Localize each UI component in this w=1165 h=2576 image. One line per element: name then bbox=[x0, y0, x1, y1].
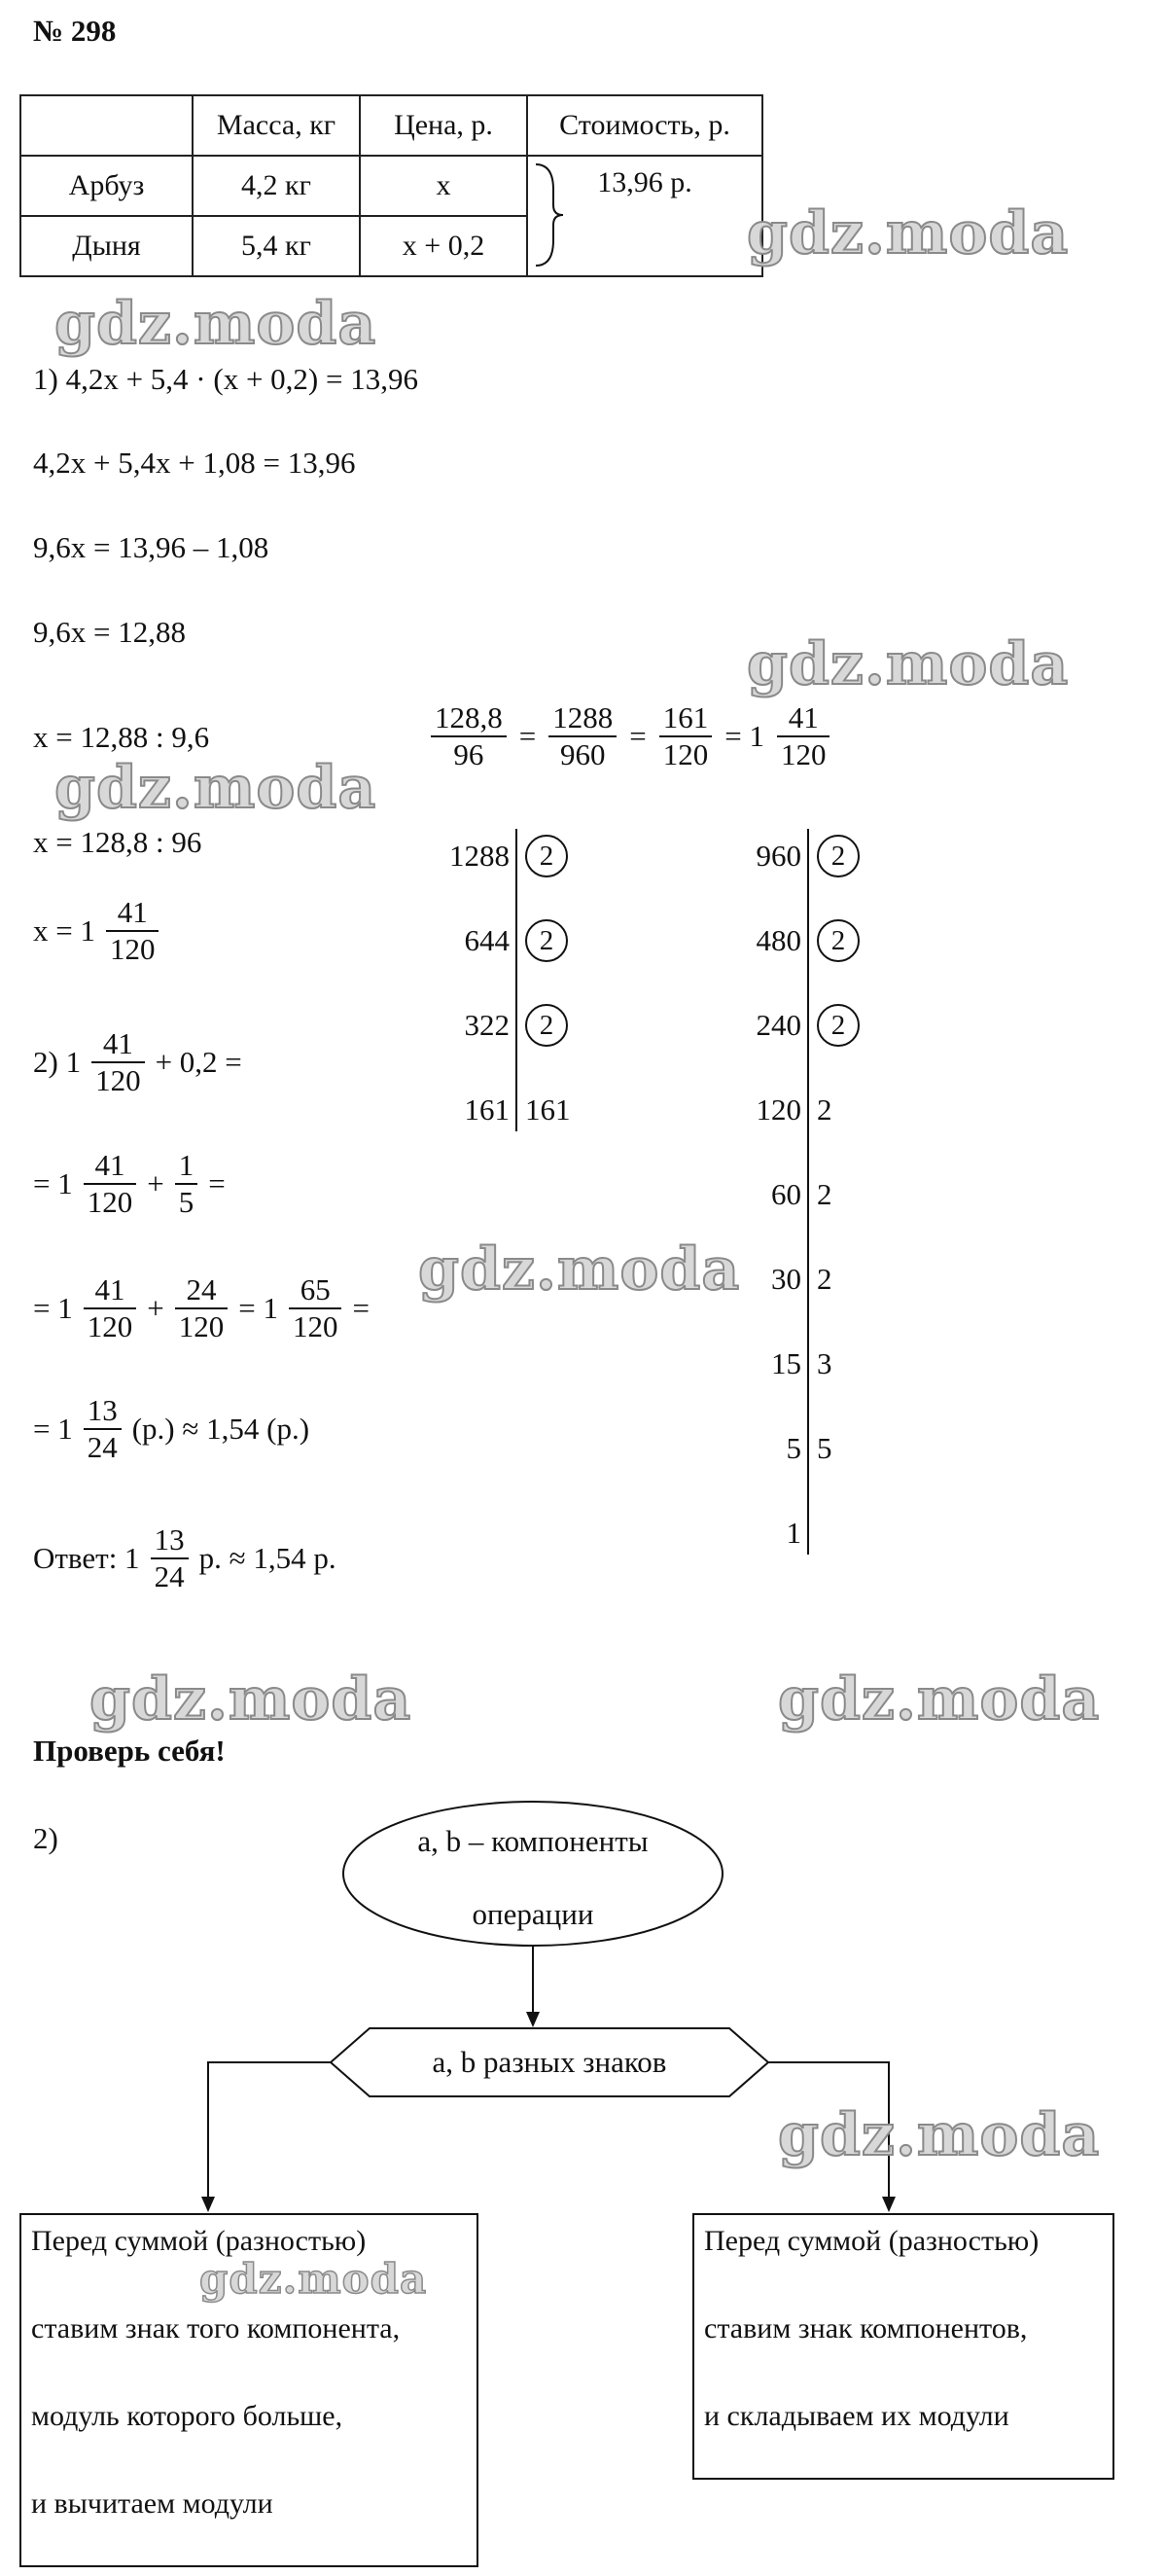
data-table bbox=[19, 94, 763, 277]
watermark: gdz.moda bbox=[747, 630, 1070, 698]
box-text-line: и складываем их модули bbox=[704, 2400, 1009, 2432]
denominator: 120 bbox=[87, 1308, 133, 1343]
dividend: 644 bbox=[464, 923, 510, 957]
equals-sign: = bbox=[629, 718, 647, 753]
solution-line-5: x = 12,88 : 9,6 bbox=[33, 720, 210, 754]
numerator: 13 bbox=[151, 1522, 189, 1559]
numerator: 41 bbox=[84, 1148, 137, 1185]
fraction-reduction bbox=[428, 700, 832, 771]
fraction bbox=[548, 700, 617, 771]
problem-number: № 298 bbox=[33, 14, 117, 48]
solution-line-8 bbox=[33, 1026, 242, 1097]
circled-factor: 2 bbox=[817, 1004, 860, 1047]
factor: 5 bbox=[817, 1431, 832, 1465]
numerator: 41 bbox=[106, 895, 159, 932]
denominator: 24 bbox=[154, 1558, 185, 1593]
connector-line-right bbox=[768, 2062, 889, 2203]
equals-sign: = 1 bbox=[724, 718, 764, 753]
check-label: 2) bbox=[33, 1821, 58, 1855]
solution-line-2: 4,2x + 5,4x + 1,08 = 13,96 bbox=[33, 446, 356, 480]
solution-line-7 bbox=[33, 895, 161, 966]
expression-text: + 0,2 = bbox=[155, 1044, 242, 1079]
factor: 2 bbox=[817, 1092, 832, 1127]
solution-line-3: 9,6x = 13,96 – 1,08 bbox=[33, 530, 269, 564]
solution-line-6: x = 128,8 : 96 bbox=[33, 825, 202, 859]
fraction bbox=[84, 1393, 122, 1464]
dividend: 960 bbox=[756, 839, 801, 873]
denominator: 120 bbox=[780, 736, 827, 771]
brace-icon bbox=[528, 161, 567, 269]
cost-value: 13,96 р. bbox=[597, 166, 692, 198]
denominator: 96 bbox=[453, 736, 484, 771]
box-text-line: ставим знак того компонента, bbox=[31, 2312, 401, 2344]
answer-line bbox=[33, 1522, 336, 1593]
expression-text: = bbox=[352, 1290, 370, 1325]
hexagon-label: a, b разных знаков bbox=[432, 2045, 667, 2079]
fraction bbox=[151, 1522, 189, 1593]
header-cell bbox=[20, 95, 193, 156]
table-header-row bbox=[20, 95, 762, 156]
dividend: 60 bbox=[771, 1177, 801, 1211]
factor: 2 bbox=[817, 1262, 832, 1296]
watermark: gdz.moda bbox=[418, 1235, 741, 1304]
fraction bbox=[175, 1148, 198, 1219]
watermark: gdz.moda bbox=[54, 754, 377, 822]
dividend: 5 bbox=[786, 1431, 801, 1465]
circled-factor: 2 bbox=[817, 835, 860, 877]
expression-text: + bbox=[147, 1165, 164, 1200]
denominator: 120 bbox=[109, 931, 156, 966]
dividend: 1 bbox=[786, 1516, 801, 1550]
division-line bbox=[807, 829, 809, 1555]
table-cell: 5,4 кг bbox=[193, 216, 360, 276]
factor: 2 bbox=[817, 1177, 832, 1211]
box-text-line: ставим знак компонентов, bbox=[704, 2312, 1028, 2344]
connector-line-left bbox=[208, 2062, 331, 2203]
dividend: 161 bbox=[464, 1092, 510, 1127]
solution-line-9 bbox=[33, 1148, 226, 1219]
circled-factor: 2 bbox=[525, 919, 568, 962]
oval-line-2: операции bbox=[472, 1897, 594, 1931]
dividend: 240 bbox=[756, 1008, 801, 1042]
header-cell: Масса, кг bbox=[193, 95, 360, 156]
expression-text: 2) 1 bbox=[33, 1044, 82, 1079]
table-cell: Арбуз bbox=[20, 156, 193, 216]
denominator: 120 bbox=[95, 1062, 141, 1097]
expression-text: (р.) ≈ 1,54 (р.) bbox=[131, 1411, 310, 1446]
fraction bbox=[84, 1148, 137, 1219]
denominator: 5 bbox=[178, 1184, 194, 1219]
solution-line-11 bbox=[33, 1393, 309, 1464]
numerator: 41 bbox=[91, 1026, 145, 1063]
denominator: 120 bbox=[87, 1184, 133, 1219]
box-text-line: Перед суммой (разностью) bbox=[704, 2225, 1040, 2257]
denominator: 120 bbox=[178, 1308, 225, 1343]
watermark: gdz.moda bbox=[747, 199, 1070, 268]
watermark: gdz.moda bbox=[778, 2101, 1101, 2169]
expression-text: = 1 bbox=[33, 1290, 73, 1325]
table-row bbox=[20, 156, 762, 216]
fraction bbox=[777, 700, 830, 771]
numerator: 41 bbox=[777, 700, 830, 737]
numerator: 128,8 bbox=[431, 700, 507, 737]
watermark: gdz.moda bbox=[199, 2255, 428, 2303]
denominator: 24 bbox=[87, 1429, 118, 1464]
solution-line-1: 1) 4,2x + 5,4 · (x + 0,2) = 13,96 bbox=[33, 362, 418, 396]
solution-line-10 bbox=[33, 1272, 370, 1343]
table-cell: x bbox=[360, 156, 527, 216]
solution-line-4: 9,6x = 12,88 bbox=[33, 615, 186, 649]
circled-factor: 2 bbox=[817, 919, 860, 962]
watermark: gdz.moda bbox=[89, 1665, 412, 1734]
expression-text: + bbox=[147, 1290, 164, 1325]
expression-text: = 1 bbox=[33, 1165, 73, 1200]
expression-text: = bbox=[208, 1165, 226, 1200]
answer-text: Ответ: 1 bbox=[33, 1540, 140, 1575]
watermark: gdz.moda bbox=[54, 290, 377, 358]
circled-factor: 2 bbox=[525, 1004, 568, 1047]
fraction bbox=[84, 1272, 137, 1343]
numerator: 13 bbox=[84, 1393, 122, 1430]
fraction bbox=[289, 1272, 342, 1343]
dividend: 480 bbox=[756, 923, 801, 957]
check-heading: Проверь себя! bbox=[33, 1734, 226, 1768]
denominator: 120 bbox=[292, 1308, 338, 1343]
arrow-down-icon bbox=[882, 2197, 896, 2212]
header-cell: Стоимость, р. bbox=[527, 95, 762, 156]
division-line bbox=[515, 829, 517, 1131]
watermark: gdz.moda bbox=[778, 1665, 1101, 1734]
numerator: 1288 bbox=[548, 700, 617, 737]
numerator: 41 bbox=[84, 1272, 137, 1309]
left-result-box bbox=[19, 2213, 478, 2567]
right-result-box bbox=[692, 2213, 1114, 2480]
arrow-down-icon bbox=[526, 2012, 540, 2027]
box-text-line: модуль которого больше, bbox=[31, 2400, 343, 2432]
box-text-line: Перед суммой (разностью) bbox=[31, 2225, 367, 2257]
oval-line-1: a, b – компоненты bbox=[417, 1824, 649, 1858]
table-cell: Дыня bbox=[20, 216, 193, 276]
denominator: 120 bbox=[662, 736, 709, 771]
factor: 3 bbox=[817, 1346, 832, 1380]
numerator: 65 bbox=[289, 1272, 342, 1309]
denominator: 960 bbox=[559, 736, 606, 771]
answer-text: р. ≈ 1,54 р. bbox=[198, 1540, 336, 1575]
dividend: 1288 bbox=[449, 839, 510, 873]
circled-factor: 2 bbox=[525, 835, 568, 877]
arrow-down-icon bbox=[201, 2197, 215, 2212]
numerator: 161 bbox=[659, 700, 713, 737]
numerator: 24 bbox=[175, 1272, 229, 1309]
equals-sign: = bbox=[518, 718, 537, 753]
fraction bbox=[175, 1272, 229, 1343]
dividend: 322 bbox=[464, 1008, 510, 1042]
fraction bbox=[431, 700, 507, 771]
cost-cell bbox=[527, 156, 762, 276]
dividend: 30 bbox=[771, 1262, 801, 1296]
fraction bbox=[91, 1026, 145, 1097]
table-cell: 4,2 кг bbox=[193, 156, 360, 216]
numerator: 1 bbox=[175, 1148, 198, 1185]
factor: 161 bbox=[525, 1092, 571, 1127]
table-cell: x + 0,2 bbox=[360, 216, 527, 276]
fraction bbox=[659, 700, 713, 771]
expression-text: = 1 bbox=[33, 1411, 73, 1446]
expression-text: = 1 bbox=[238, 1290, 278, 1325]
dividend: 120 bbox=[756, 1092, 801, 1127]
box-text-line: и вычитаем модули bbox=[31, 2487, 273, 2520]
expression-text: x = 1 bbox=[33, 912, 95, 948]
fraction bbox=[106, 895, 159, 966]
dividend: 15 bbox=[771, 1346, 801, 1380]
header-cell: Цена, р. bbox=[360, 95, 527, 156]
